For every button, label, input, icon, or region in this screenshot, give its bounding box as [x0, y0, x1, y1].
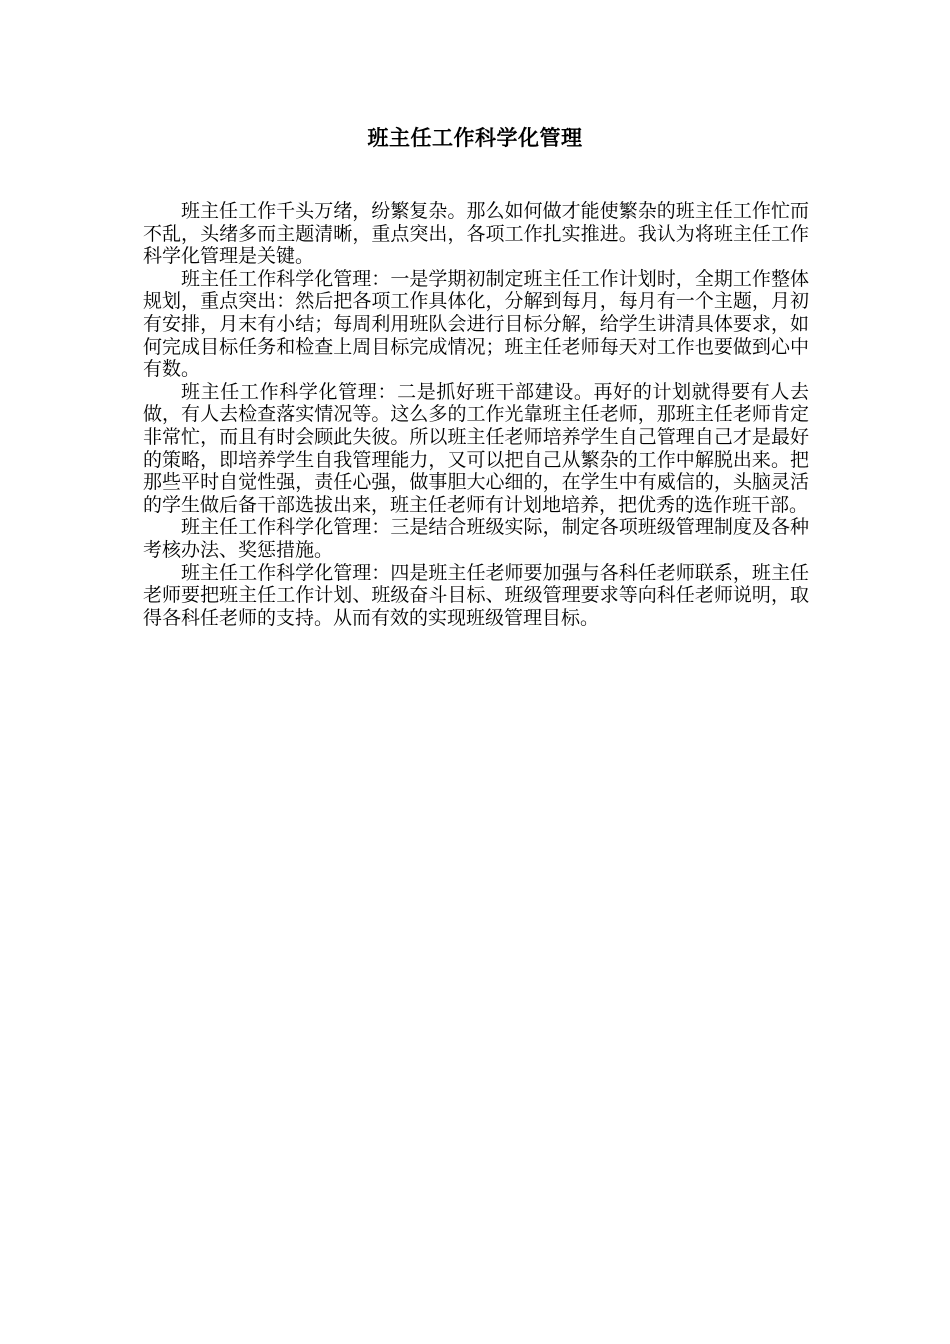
document-title: 班主任工作科学化管理	[367, 125, 583, 150]
paragraph-point-1: 班主任工作科学化管理：一是学期初制定班主任工作计划时，全期工作整体规划，重点突出：然后把各项工作具体化，分解到每月，每月有一个主题，月初有安排，月末有小结；每周利用班队会进行目标分解，给学生讲清具体要求，如何完成目标任务和检查上周目标完成情况；班主任老师每天对工作也要做到心中有数。	[143, 267, 809, 381]
document-body	[143, 200, 809, 629]
paragraph-point-2: 班主任工作科学化管理：二是抓好班干部建设。再好的计划就得要有人去做，有人去检查落实情况等。这么多的工作光靠班主任老师，那班主任老师肯定非常忙，而且有时会顾此失彼。所以班主任老师培养学生自己管理自己才是最好的策略，即培养学生自我管理能力，又可以把自己从繁杂的工作中解脱出来。把那些平时自觉性强，责任心强，做事胆大心细的，在学生中有威信的，头脑灵活的学生做后备干部选拔出来，班主任老师有计划地培养，把优秀的选作班干部。	[143, 380, 809, 516]
paragraph-intro: 班主任工作千头万绪，纷繁复杂。那么如何做才能使繁杂的班主任工作忙而不乱，头绪多而主题清晰，重点突出，各项工作扎实推进。我认为将班主任工作科学化管理是关键。	[143, 200, 809, 268]
paragraph-point-4: 班主任工作科学化管理：四是班主任老师要加强与各科任老师联系，班主任老师要把班主任工作计划、班级奋斗目标、班级管理要求等向科任老师说明，取得各科任老师的支持。从而有效的实现班级管理目标。	[143, 561, 809, 629]
paragraph-point-3: 班主任工作科学化管理：三是结合班级实际，制定各项班级管理制度及各种考核办法、奖惩措施。	[143, 516, 809, 561]
